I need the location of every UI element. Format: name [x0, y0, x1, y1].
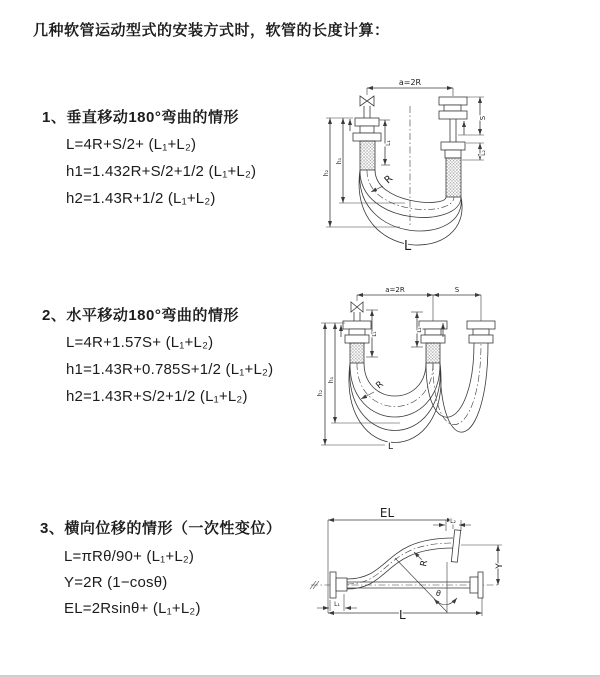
label-r: R	[382, 173, 396, 187]
dim-l1	[379, 120, 392, 165]
dim-r	[371, 173, 395, 192]
section-1-formula-h2: h2=1.43R+1/2 (L₁+L₂)	[66, 190, 216, 207]
label-theta: θ	[436, 589, 441, 598]
dim-r	[361, 380, 386, 399]
label-length: L	[399, 608, 406, 622]
right-pipe-assembly	[439, 97, 467, 197]
dim-el	[328, 506, 453, 613]
label-l1: L₁	[385, 140, 392, 146]
section-3-formula-l: L=πRθ/90+ (L₁+L₂)	[64, 548, 195, 565]
section-2-formula-h2: h2=1.43R+S/2+1/2 (L₁+L₂)	[66, 388, 248, 405]
section-1-formula-l: L=4R+S/2+ (L₁+L₂)	[66, 136, 197, 153]
hose-u-bend-left	[349, 363, 441, 443]
label-l2: L₂	[480, 150, 487, 156]
left-flange	[330, 572, 347, 598]
dim-a2r	[357, 286, 481, 321]
dim-l1	[366, 310, 378, 357]
section-2-formula-h1: h1=1.43R+0.785S+1/2 (L₁+L₂)	[66, 361, 274, 378]
dim-a2r	[367, 78, 453, 96]
section-2-formula-l: L=4R+1.57S+ (L₁+L₂)	[66, 334, 214, 351]
section-2-heading: 2、水平移动180°弯曲的情形	[42, 307, 239, 324]
page-title: 几种软管运动型式的安装方式时，软管的长度计算：	[33, 22, 390, 39]
pipe-fittings	[343, 321, 495, 363]
label-a2r: a=2R	[398, 78, 422, 87]
diagram-horizontal-180-bend	[295, 285, 595, 460]
dim-l1	[317, 594, 357, 611]
label-l2: L₂	[417, 327, 423, 333]
label-el: EL	[379, 506, 395, 520]
section-1-formula-h1: h1=1.432R+S/2+1/2 (L₁+L₂)	[66, 163, 257, 180]
label-s: S	[479, 115, 487, 121]
section-3-formula-el: EL=2Rsinθ+ (L₁+L₂)	[64, 600, 201, 617]
label-r: R	[419, 559, 431, 568]
top-right-flange	[451, 530, 460, 562]
diagram-vertical-180-bend	[300, 58, 600, 268]
diagram-lateral-displacement	[295, 500, 600, 655]
label-h2: h₂	[317, 389, 324, 397]
section-3-formula-y: Y=2R (1−cosθ)	[64, 574, 168, 591]
label-h1: h₁	[336, 157, 343, 165]
valve-icon	[351, 302, 363, 321]
label-l1: L₁	[372, 331, 378, 337]
label-r: R	[374, 379, 386, 392]
section-1-heading: 1、垂直移动180°弯曲的情形	[42, 109, 239, 126]
valve-icon	[360, 96, 374, 106]
dim-s-l2	[458, 97, 487, 160]
label-l2: L₂	[450, 518, 456, 525]
label-l1: L₁	[334, 601, 340, 608]
left-pipe-assembly	[353, 106, 381, 170]
label-length: L	[404, 239, 412, 254]
section-3-heading: 3、横向位移的情形（一次性变位）	[40, 520, 282, 537]
label-length: L	[388, 442, 394, 452]
label-h2: h₂	[323, 169, 330, 177]
label-a2r: a=2R	[385, 286, 405, 294]
label-y: Y	[495, 563, 505, 569]
dim-length	[328, 598, 482, 622]
dim-r	[414, 552, 430, 568]
label-s: S	[454, 286, 460, 294]
label-h1: h₁	[328, 376, 335, 384]
